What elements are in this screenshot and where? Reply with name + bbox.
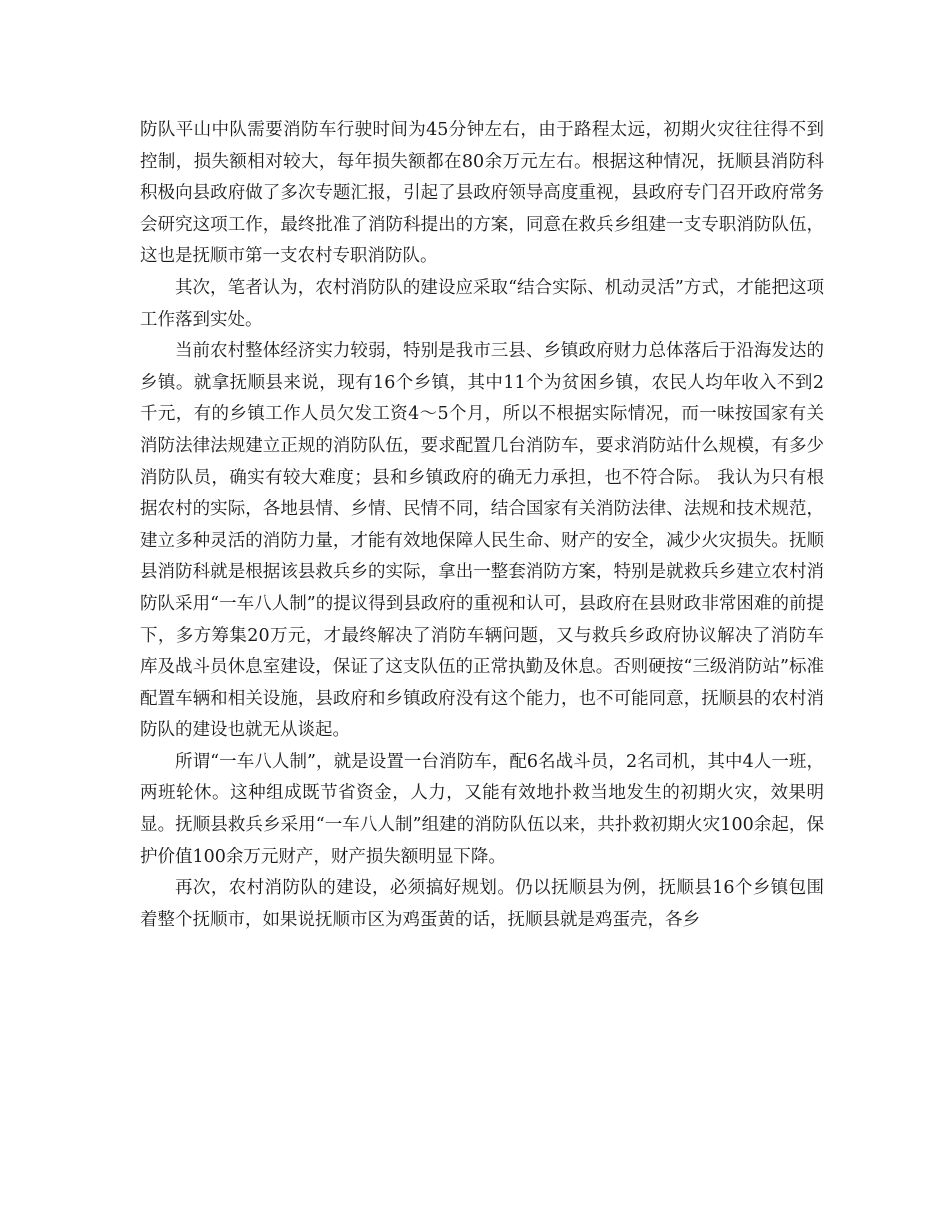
paragraph-5: 再次，农村消防队的建设，必须搞好规划。仍以抚顺县为例，抚顺县16个乡镇包围着整个抚顺市，如果说抚顺市区为鸡蛋黄的话，抚顺县就是鸡蛋壳，各乡	[140, 878, 824, 930]
paragraph-3: 当前农村整体经济实力较弱，特别是我市三县、乡镇政府财力总体落后于沿海发达的乡镇。就拿抚顺县来说，现有16个乡镇，其中11个为贫困乡镇，农民人均年收入不到2千元，有的乡镇工作人员欠发工资4～5个月，所以不根据实际情况，而一味按国家有关消防法律法规建立正规的消防队伍，要求配置几台消防车，要求消防站什么规模，有多少消防队员，确实有较大难度；县和乡镇政府的确无力承担，也不符合际。 我认为只有根据农村的实际，各地县情、乡情、民情不同，结合国家有关消防法律、法规和技术规范，建立多种灵活的消防力量，才能有效地保障人民生命、财产的安全，减少火灾损失。抚顺县消防科就是根据该县救兵乡的实际，拿出一整套消防方案，特别是就救兵乡建立农村消防队采用“一车八人制”的提议得到县政府的重视和认可，县政府在县财政非常困难的前提下，多方筹集20万元，才最终解决了消防车辆问题，又与救兵乡政府协议解决了消防车库及战斗员休息室建设，保证了这支队伍的正常执勤及休息。否则硬按“三级消防站”标准配置车辆和相关设施，县政府和乡镇政府没有这个能力，也不可能同意，抚顺县的农村消防队的建设也就无从谈起。	[140, 341, 824, 741]
paragraph-2: 其次，笔者认为，农村消防队的建设应采取“结合实际、机动灵活”方式，才能把这项工作落到实处。	[140, 277, 824, 330]
document-body	[140, 115, 824, 936]
paragraph-1: 防队平山中队需要消防车行驶时间为45分钟左右，由于路程太远，初期火灾往往得不到控制，损失额相对较大，每年损失额都在80余万元左右。根据这种情况，抚顺县消防科积极向县政府做了多次专题汇报，引起了县政府领导高度重视，县政府专门召开政府常务会研究这项工作，最终批准了消防科提出的方案，同意在救兵乡组建一支专职消防队伍，这也是抚顺市第一支农村专职消防队。	[140, 120, 824, 267]
paragraph-4: 所谓“一车八人制”，就是设置一台消防车，配6名战斗员，2名司机，其中4人一班，两班轮休。这种组成既节省资金，人力，又能有效地扑救当地发生的初期火灾，效果明显。抚顺县救兵乡采用“一车八人制”组建的消防队伍以来，共扑救初期火灾100余起，保护价值100余万元财产，财产损失额明显下降。	[140, 751, 824, 867]
